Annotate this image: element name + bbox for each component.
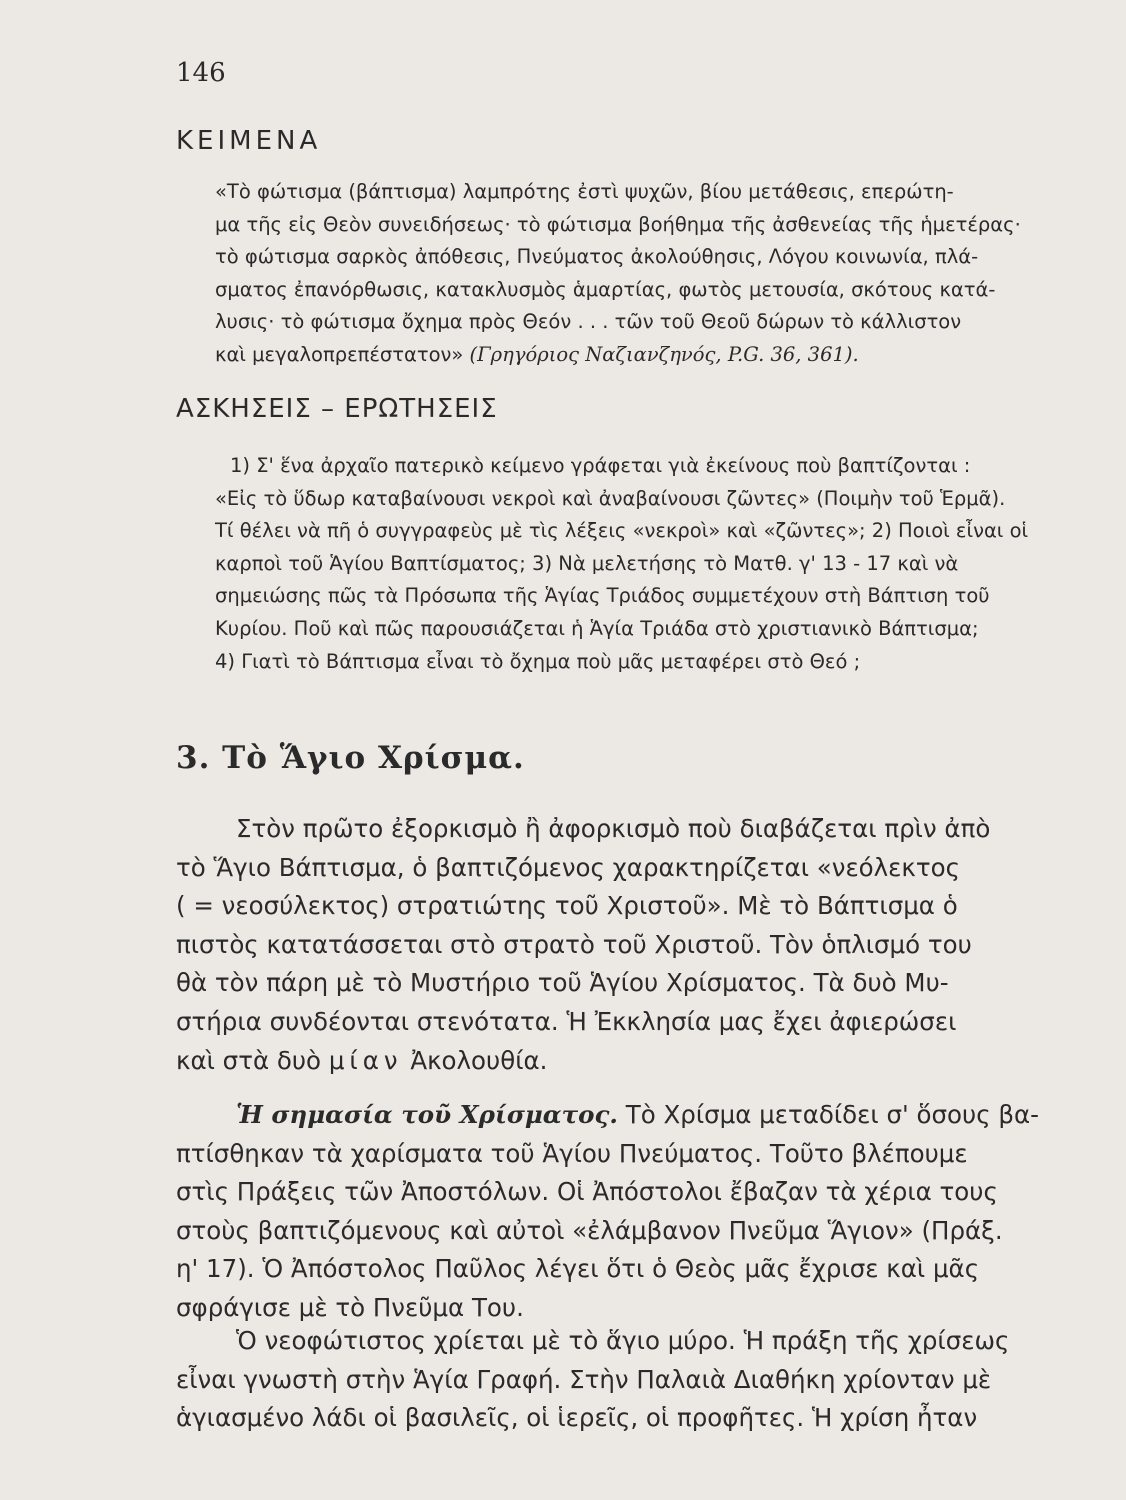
body-line: τὸ Ἅγιο Βάπτισμα, ὁ βαπτιζόμενος χαρακτηρίζεται «νεόλεκτος <box>176 852 960 882</box>
quote-citation: (Γρηγόριος Ναζιανζηνός, P.G. 36, 361). <box>469 342 859 366</box>
texts-quote <box>215 176 1061 371</box>
paragraph-2 <box>176 1096 1061 1328</box>
exercise-line: Κυρίου. Ποῦ καὶ πῶς παρουσιάζεται ἡ Ἁγία Τριάδα στὸ χριστιανικὸ Βάπτισμα; <box>215 616 979 640</box>
body-line: ἁγιασμένο λάδι οἱ βασιλεῖς, οἱ ἱερεῖς, οἱ προφῆτες. Ἡ χρίση ἦταν <box>176 1403 978 1433</box>
exercises-heading: ΑΣΚΗΣΕΙΣ – ΕΡΩΤΗΣΕΙΣ <box>176 394 498 424</box>
body-line-last <box>176 1042 1061 1081</box>
exercise-line: 4) Γιατὶ τὸ Βάπτισμα εἶναι τὸ ὄχημα ποὺ μᾶς μεταφέρει στὸ Θεό ; <box>215 649 861 673</box>
spaced-word: μίαν <box>328 1045 403 1075</box>
body-line: ( = νεοσύλεκτος) στρατιώτης τοῦ Χριστοῦ». Μὲ τὸ Βάπτισμα ὁ <box>176 891 958 921</box>
paragraph-1 <box>176 810 1061 1080</box>
body-text: Ἀκολουθία. <box>410 1045 548 1075</box>
exercise-line: Τί θέλει νὰ πῆ ὁ συγγραφεὺς μὲ τὶς λέξεις «νεκροὶ» καὶ «ζῶντες»; 2) Ποιοὶ εἶναι οἱ <box>215 519 1029 543</box>
body-line: πτίσθηκαν τὰ χαρίσματα τοῦ Ἁγίου Πνεύματος. Τοῦτο βλέπουμε <box>176 1138 968 1168</box>
body-line: η' 17). Ὁ Ἀπόστολος Παῦλος λέγει ὅτι ὁ Θεὸς μᾶς ἔχρισε καὶ μᾶς <box>176 1254 980 1284</box>
body-line: Στὸν πρῶτο ἐξορκισμὸ ἢ ἀφορκισμὸ ποὺ διαβάζεται πρὶν ἀπὸ <box>236 814 991 843</box>
exercise-line: καρποὶ τοῦ Ἁγίου Βαπτίσματος; 3) Νὰ μελετήσης τὸ Ματθ. γ' 13 - 17 καὶ νὰ <box>215 551 959 575</box>
body-line: στὶς Πράξεις τῶν Ἀποστόλων. Οἱ Ἀπόστολοι ἔβαζαν τὰ χέρια τους <box>176 1177 998 1207</box>
quote-line-last <box>215 339 1061 372</box>
body-line: θὰ τὸν πάρη μὲ τὸ Μυστήριο τοῦ Ἁγίου Χρίσματος. Τὰ δυὸ Μυ- <box>176 968 949 998</box>
quote-line: μα τῆς εἰς Θεὸν συνειδήσεως· τὸ φώτισμα βοήθημα τῆς ἀσθενείας τῆς ἡμετέρας· <box>215 212 1021 236</box>
body-text: Τὸ Χρίσμα μεταδίδει σ' ὅσους βα- <box>617 1100 1040 1129</box>
quote-line: τὸ φώτισμα σαρκὸς ἀπόθεσις, Πνεύματος ἀκολούθησις, Λόγου κοινωνία, πλά- <box>215 245 979 268</box>
body-text: καὶ στὰ δυὸ <box>176 1045 322 1075</box>
body-line: πιστὸς κατατάσσεται στὸ στρατὸ τοῦ Χριστοῦ. Τὸν ὁπλισμό του <box>176 929 972 959</box>
paragraph-3 <box>176 1322 1061 1438</box>
body-line-first <box>176 1096 1061 1135</box>
exercise-line: σημειώσης πῶς τὰ Πρόσωπα τῆς Ἁγίας Τριάδος συμμετέχουν στὴ Βάπτιση τοῦ <box>215 584 990 608</box>
body-line: στήρια συνδέονται στενότατα. Ἡ Ἐκκλησία μας ἔχει ἀφιερώσει <box>176 1006 957 1036</box>
quote-line: «Τὸ φώτισμα (βάπτισμα) λαμπρότης ἐστὶ ψυχῶν, βίου μετάθεσις, επερώτη- <box>215 180 954 203</box>
quote-line: λυσις· τὸ φώτισμα ὄχημα πρὸς Θεόν . . . τῶν τοῦ Θεοῦ δώρων τὸ κάλλιστον <box>215 310 962 333</box>
exercise-line: «Εἰς τὸ ὕδωρ καταβαίνουσι νεκροὶ καὶ ἀναβαίνουσι ζῶντες» (Ποιμὴν τοῦ Ἑρμᾶ). <box>215 486 1006 510</box>
body-line: σφράγισε μὲ τὸ Πνεῦμα Του. <box>176 1292 524 1322</box>
body-line: εἶναι γνωστὴ στὴν Ἁγία Γραφή. Στὴν Παλαιὰ Διαθήκη χρίονταν μὲ <box>176 1364 992 1394</box>
section-title: 3. Τὸ Ἅγιο Χρίσμα. <box>176 740 525 776</box>
page-number: 146 <box>176 58 226 88</box>
body-line: Ὁ νεοφώτιστος χρίεται μὲ τὸ ἅγιο μύρο. Ἡ πράξη τῆς χρίσεως <box>236 1326 1010 1355</box>
texts-heading: ΚΕΙΜΕΝΑ <box>176 126 322 156</box>
paragraph-lead: Ἡ σημασία τοῦ Χρίσματος. <box>236 1100 618 1129</box>
body-line: στοὺς βαπτιζόμενους καὶ αὐτοὶ «ἐλάμβανον Πνεῦμα Ἅγιον» (Πράξ. <box>176 1215 1003 1245</box>
quote-line-text: καὶ μεγαλοπρεπέστατον» <box>215 342 464 366</box>
exercise-line: 1) Σ' ἕνα ἀρχαῖο πατερικὸ κείμενο γράφεται γιὰ ἐκείνους ποὺ βαπτίζονται : <box>230 454 971 477</box>
quote-line: σματος ἐπανόρθωσις, κατακλυσμὸς ἁμαρτίας, φωτὸς μετουσία, σκότους κατά- <box>215 277 996 301</box>
exercises-text <box>176 450 1061 678</box>
